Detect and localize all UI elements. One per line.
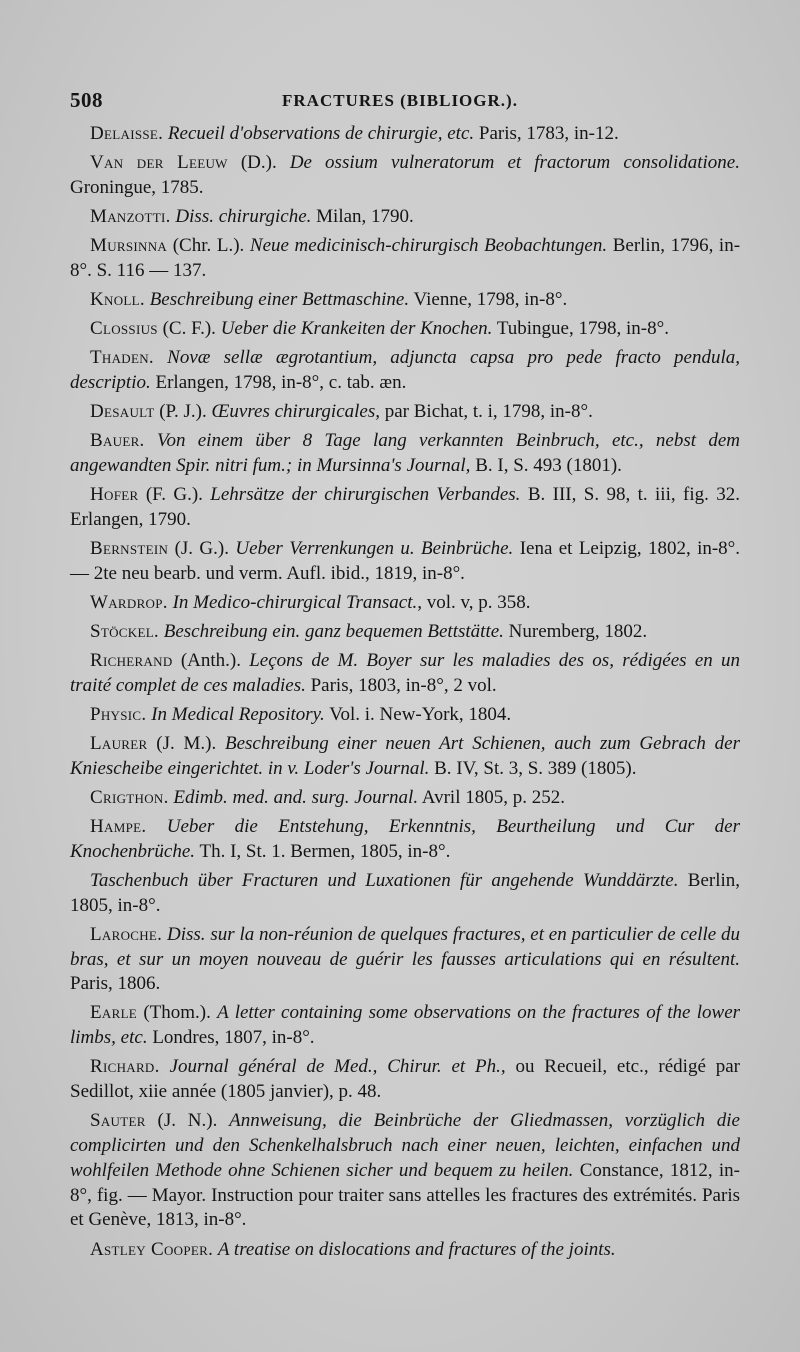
entry-title: Beschreibung einer Bettmaschine. bbox=[149, 288, 410, 310]
entry-imprint: Londres, 1807, in-8°. bbox=[152, 1027, 315, 1049]
entry-title: Edimb. med. and. surg. Journal. bbox=[173, 786, 419, 808]
entry-imprint: Vol. i. New-York, 1804. bbox=[329, 703, 512, 725]
entry-imprint: Paris, 1803, in-8°, 2 vol. bbox=[310, 674, 497, 696]
bibliography-entry bbox=[70, 923, 740, 997]
entry-initials: (Thom.). bbox=[143, 1002, 211, 1024]
entry-author: Bauer. bbox=[90, 430, 145, 452]
entry-imprint: Berlin, 1796, in-8°. S. 116 — 137. bbox=[70, 235, 741, 281]
entry-title: Taschenbuch über Fracturen und Luxationen für angehende Wunddärzte. bbox=[90, 869, 679, 891]
entry-imprint: par Bichat, t. i, 1798, in-8°. bbox=[384, 401, 593, 423]
entry-title: Œuvres chirurgicales, bbox=[211, 401, 380, 423]
entry-author: Crigthon. bbox=[90, 786, 169, 808]
entry-imprint: Milan, 1790. bbox=[316, 205, 414, 227]
bibliography-entry bbox=[70, 205, 740, 230]
entry-initials: (J. M.). bbox=[156, 732, 217, 754]
entry-imprint: Nuremberg, 1802. bbox=[508, 620, 648, 642]
entry-title: Beschreibung ein. ganz bequemen Bettstätte. bbox=[163, 620, 504, 642]
entry-imprint: Avril 1805, p. 252. bbox=[421, 786, 565, 808]
bibliography-entry bbox=[70, 234, 740, 284]
entry-author: Hofer bbox=[90, 484, 139, 506]
entry-initials: (J. N.). bbox=[157, 1110, 218, 1132]
entry-imprint: Groningue, 1785. bbox=[70, 176, 204, 198]
entry-title: Annweisung, die Beinbrüche der Gliedmassen, vorzüglich die complicirten und den Schenkelhalsbruch nach einer neuen, leichten, einfachen und wohlfeilen Methode ohne Schienen sicher und bequem zu heilen. bbox=[70, 1110, 740, 1181]
entry-initials: (Chr. L.). bbox=[172, 235, 245, 257]
entry-title: Ueber Verrenkungen u. Beinbrüche. bbox=[235, 537, 514, 559]
bibliography-entry bbox=[70, 1055, 740, 1105]
entry-imprint: Tubingue, 1798, in-8°. bbox=[496, 318, 669, 340]
entry-author: Desault bbox=[90, 401, 155, 423]
entry-imprint: Iena et Leipzig, 1802, in-8°. — 2te neu bearb. und verm. Aufl. ibid., 1819, in-8°. bbox=[70, 537, 741, 584]
entry-title: De ossium vulneratorum et fractorum consolidatione. bbox=[289, 152, 740, 174]
entry-imprint: B. I, S. 493 (1801). bbox=[475, 454, 622, 476]
entry-title: Diss. sur la non-réunion de quelques fractures, et en particulier de celle du bras, et sur un moyen nouveau de guérir les fausses articulations qui en résultent. bbox=[70, 923, 741, 970]
entry-author: Sauter bbox=[90, 1110, 146, 1132]
entry-author: Stöckel. bbox=[90, 620, 159, 642]
page-header bbox=[70, 88, 730, 118]
entry-author: Bernstein bbox=[90, 537, 169, 559]
entry-initials: (J. G.). bbox=[174, 537, 229, 559]
entry-title: Leçons de M. Boyer sur les maladies des os, rédigées en un traité complet de ces maladies. bbox=[70, 650, 741, 696]
entry-title: A treatise on dislocations and fractures of the joints. bbox=[217, 1238, 616, 1260]
entry-author: Physic. bbox=[90, 703, 147, 725]
bibliography-entry bbox=[70, 732, 740, 782]
entry-title: Novæ sellæ ægrotantium, adjuncta capsa pro pede fracto pendula, descriptio. bbox=[70, 347, 740, 393]
bibliography-entry bbox=[70, 429, 740, 479]
bibliography-entry bbox=[70, 1109, 740, 1233]
entry-imprint: B. III, S. 98, t. iii, fig. 32. Erlangen, 1790. bbox=[70, 484, 740, 530]
entry-author: Astley Cooper. bbox=[90, 1238, 214, 1260]
entry-author: Delaisse. bbox=[90, 123, 164, 144]
entry-title: Von einem über 8 Tage lang verkannten Beinbruch, etc., nebst dem angewandten Spir. nitri fum.; in Mursinna's Journal, bbox=[70, 430, 740, 476]
entry-author: Thaden. bbox=[90, 347, 154, 369]
entry-author: Richard. bbox=[90, 1056, 160, 1078]
bibliography-entry bbox=[70, 620, 740, 645]
entry-title: A letter containing some observations on the fractures of the lower limbs, etc. bbox=[70, 1002, 741, 1049]
entry-author: Clossius bbox=[90, 318, 158, 340]
bibliography-entry bbox=[70, 703, 740, 728]
entry-author: Richerand bbox=[90, 650, 173, 671]
bibliography-entry bbox=[70, 346, 740, 396]
bibliography-entry bbox=[70, 151, 740, 201]
entry-initials: (C. F.). bbox=[162, 318, 216, 340]
entry-title: Recueil d'observations de chirurgie, etc. bbox=[167, 123, 475, 144]
bibliography-entry bbox=[70, 537, 740, 587]
entry-author: Knoll. bbox=[90, 288, 145, 310]
entry-title: Lehrsätze der chirurgischen Verbandes. bbox=[210, 484, 521, 506]
bibliography-entry bbox=[70, 122, 740, 147]
entry-title: Beschreibung einer neuen Art Schienen, auch zum Gebrach der Kniescheibe eingerichtet. in v. Loder's Journal. bbox=[70, 732, 740, 779]
entry-author: Manzotti. bbox=[90, 205, 171, 227]
entry-imprint: B. IV, St. 3, S. 389 (1805). bbox=[434, 757, 637, 779]
bibliography-entry bbox=[70, 288, 740, 313]
entry-title: Journal général de Med., Chirur. et Ph., bbox=[169, 1056, 506, 1078]
running-head: FRACTURES (BIBLIOGR.). bbox=[282, 91, 518, 110]
entry-title: Ueber die Entstehung, Erkenntnis, Beurtheilung und Cur der Knochenbrüche. bbox=[70, 815, 740, 862]
entry-initials: (Anth.). bbox=[180, 650, 241, 671]
entry-initials: (D.). bbox=[240, 152, 277, 174]
bibliography-entry bbox=[70, 649, 740, 699]
entry-author: Wardrop. bbox=[90, 591, 168, 613]
bibliography-list bbox=[70, 122, 740, 1267]
entry-author: Earle bbox=[90, 1002, 138, 1024]
entry-imprint: Constance, 1812, in-8°, fig. — Mayor. Instruction pour traiter sans attelles les fractures des extrémités. Paris et Genève, 1813, in-8°. bbox=[70, 1159, 740, 1231]
entry-title: Diss. chirurgiche. bbox=[175, 205, 312, 227]
bibliography-entry bbox=[70, 483, 740, 533]
entry-author: Van der Leeuw bbox=[90, 152, 228, 174]
entry-author: Hampe. bbox=[90, 815, 147, 837]
entry-imprint: Paris, 1783, in-12. bbox=[478, 123, 619, 144]
bibliography-entry bbox=[70, 1001, 740, 1051]
entry-imprint: Berlin, 1805, in-8°. bbox=[70, 869, 741, 916]
entry-imprint: Paris, 1806. bbox=[70, 973, 161, 995]
entry-imprint: ou Recueil, etc., rédigé par Sedillot, xiie année (1805 janvier), p. 48. bbox=[70, 1056, 740, 1103]
entry-author: Laroche. bbox=[90, 923, 163, 945]
entry-title: In Medico-chirurgical Transact., bbox=[172, 591, 423, 613]
bibliography-entry bbox=[70, 317, 740, 342]
entry-title: In Medical Repository. bbox=[151, 703, 325, 725]
entry-title: Ueber die Krankeiten der Knochen. bbox=[220, 318, 493, 340]
bibliography-entry bbox=[70, 400, 740, 425]
entry-imprint: Erlangen, 1798, in-8°, c. tab. æn. bbox=[155, 371, 407, 393]
entry-initials: (P. J.). bbox=[159, 401, 207, 423]
bibliography-entry bbox=[70, 786, 740, 811]
entry-title: Neue medicinisch-chirurgisch Beobachtungen. bbox=[249, 235, 608, 257]
entry-initials: (F. G.). bbox=[145, 484, 203, 506]
entry-imprint: vol. v, p. 358. bbox=[426, 591, 531, 613]
page-number: 508 bbox=[70, 88, 103, 112]
entry-imprint: Th. I, St. 1. Bermen, 1805, in-8°. bbox=[199, 840, 451, 862]
entry-author: Mursinna bbox=[90, 235, 168, 257]
entry-author: Laurer bbox=[90, 732, 148, 754]
bibliography-entry bbox=[70, 815, 740, 865]
bibliography-entry bbox=[70, 869, 740, 919]
bibliography-entry bbox=[70, 1238, 740, 1263]
bibliography-entry bbox=[70, 591, 740, 616]
entry-imprint: Vienne, 1798, in-8°. bbox=[413, 288, 568, 310]
